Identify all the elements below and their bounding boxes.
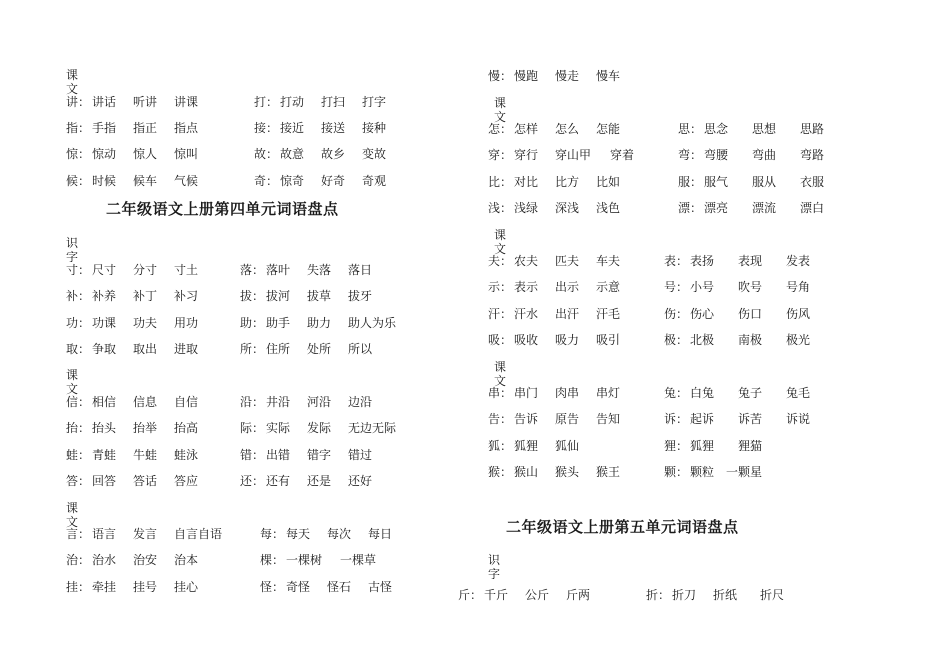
row-key: 打： — [254, 95, 279, 109]
row-key: 漂： — [678, 201, 703, 215]
word: 原告 — [555, 412, 580, 426]
word: 发言 — [133, 527, 158, 541]
word-row — [66, 448, 372, 462]
word: 河沿 — [307, 395, 332, 409]
word: 处所 — [307, 342, 332, 356]
row-key: 所： — [240, 342, 265, 356]
word: 牛蛙 — [133, 448, 158, 462]
unit-title: 二年级语文上册第五单元词语盘点 — [506, 518, 739, 536]
row-key: 号： — [664, 280, 689, 294]
word: 串门 — [514, 386, 539, 400]
row-key: 斤： — [458, 588, 483, 602]
row-key: 寸： — [66, 263, 91, 277]
word: 出示 — [555, 280, 580, 294]
word: 狸猫 — [738, 439, 763, 453]
word: 思路 — [800, 122, 825, 136]
word: 惊奇 — [280, 174, 305, 188]
word: 语言 — [92, 527, 117, 541]
word: 好奇 — [321, 174, 346, 188]
row-key: 串： — [488, 386, 513, 400]
word: 折尺 — [760, 588, 785, 602]
word: 诉苦 — [738, 412, 763, 426]
word: 出错 — [266, 448, 291, 462]
word: 号角 — [786, 280, 811, 294]
word: 吸收 — [514, 333, 539, 347]
word: 惊动 — [92, 147, 117, 161]
row-key: 功： — [66, 316, 91, 330]
word: 候车 — [133, 174, 158, 188]
word: 打扫 — [321, 95, 346, 109]
word-row — [488, 201, 824, 215]
row-key: 极： — [664, 333, 689, 347]
word: 一棵树 — [286, 553, 323, 567]
word: 补丁 — [133, 289, 158, 303]
word: 告诉 — [514, 412, 539, 426]
word: 服从 — [752, 175, 777, 189]
word: 对比 — [514, 175, 539, 189]
row-key: 狸： — [664, 439, 689, 453]
row-key: 接： — [254, 121, 279, 135]
word: 告知 — [596, 412, 621, 426]
word: 取出 — [133, 342, 158, 356]
row-key: 告： — [488, 412, 513, 426]
row-key: 颗： — [664, 465, 689, 479]
row-key: 慢： — [488, 69, 513, 83]
word-row — [488, 439, 762, 453]
row-key: 治： — [66, 553, 91, 567]
row-key: 抬： — [66, 421, 91, 435]
word: 发表 — [786, 254, 811, 268]
word: 回答 — [92, 474, 117, 488]
section-label: 课文 — [66, 368, 79, 396]
word: 南极 — [738, 333, 763, 347]
word: 漂流 — [752, 201, 777, 215]
word: 出汗 — [555, 307, 580, 321]
word: 服气 — [704, 175, 729, 189]
word: 蛙泳 — [174, 448, 199, 462]
word-row — [66, 474, 372, 488]
word: 折纸 — [713, 588, 738, 602]
row-key: 伤： — [664, 307, 689, 321]
unit-title: 二年级语文上册第四单元词语盘点 — [106, 200, 339, 218]
word: 农夫 — [514, 254, 539, 268]
word: 每次 — [327, 527, 352, 541]
row-key: 取： — [66, 342, 91, 356]
word: 还是 — [307, 474, 332, 488]
word: 表扬 — [690, 254, 715, 268]
section-label: 识字 — [488, 553, 501, 581]
word: 错字 — [307, 448, 332, 462]
word: 千斤 — [484, 588, 509, 602]
word: 诉说 — [786, 412, 811, 426]
word-row — [488, 412, 810, 426]
row-key: 汗： — [488, 307, 513, 321]
word: 故意 — [280, 147, 305, 161]
row-key: 服： — [678, 175, 703, 189]
word: 穿行 — [514, 148, 539, 162]
word-row — [488, 122, 824, 136]
row-key: 补： — [66, 289, 91, 303]
word: 怎能 — [596, 122, 621, 136]
word: 助力 — [307, 316, 332, 330]
word: 拔草 — [307, 289, 332, 303]
word: 补习 — [174, 289, 199, 303]
word: 奇观 — [362, 174, 387, 188]
word-row — [488, 175, 824, 189]
word: 答应 — [174, 474, 199, 488]
word: 助人为乐 — [348, 316, 397, 330]
word-row — [66, 553, 376, 567]
word-row — [66, 395, 372, 409]
word-row — [488, 148, 824, 162]
row-key: 助： — [240, 316, 265, 330]
word: 抬头 — [92, 421, 117, 435]
word: 相信 — [92, 395, 117, 409]
row-key: 夫： — [488, 254, 513, 268]
word: 发际 — [307, 421, 332, 435]
word: 公斤 — [525, 588, 550, 602]
word: 思念 — [704, 122, 729, 136]
row-key: 沿： — [240, 395, 265, 409]
word-row — [66, 263, 372, 277]
row-key: 讲： — [66, 95, 91, 109]
row-key: 落： — [240, 263, 265, 277]
word: 每日 — [368, 527, 393, 541]
word: 狐仙 — [555, 439, 580, 453]
word: 拔河 — [266, 289, 291, 303]
word: 表示 — [514, 280, 539, 294]
word: 争取 — [92, 342, 117, 356]
word: 落日 — [348, 263, 373, 277]
word: 颗粒 — [690, 465, 715, 479]
row-key: 比： — [488, 175, 513, 189]
word: 还有 — [266, 474, 291, 488]
word: 吸引 — [596, 333, 621, 347]
row-key: 奇： — [254, 174, 279, 188]
word: 失落 — [307, 263, 332, 277]
word: 接种 — [362, 121, 387, 135]
word: 兔毛 — [786, 386, 811, 400]
word: 听讲 — [133, 95, 158, 109]
row-key: 表： — [664, 254, 689, 268]
word: 落叶 — [266, 263, 291, 277]
word: 猴山 — [514, 465, 539, 479]
section-label: 课文 — [494, 360, 507, 388]
word-row — [66, 121, 386, 135]
word: 怎样 — [514, 122, 539, 136]
word: 接送 — [321, 121, 346, 135]
word: 狐狸 — [690, 439, 715, 453]
word: 指点 — [174, 121, 199, 135]
word: 穿山甲 — [555, 148, 592, 162]
row-key: 浅： — [488, 201, 513, 215]
word: 挂号 — [133, 580, 158, 594]
word: 怪石 — [327, 580, 352, 594]
word: 猴头 — [555, 465, 580, 479]
word: 弯路 — [800, 148, 825, 162]
word: 表现 — [738, 254, 763, 268]
row-key: 候： — [66, 174, 91, 188]
word: 寸土 — [174, 263, 199, 277]
word: 错过 — [348, 448, 373, 462]
word: 奇怪 — [286, 580, 311, 594]
word: 挂心 — [174, 580, 199, 594]
word: 吸力 — [555, 333, 580, 347]
word: 牵挂 — [92, 580, 117, 594]
word: 治本 — [174, 553, 199, 567]
word-row — [488, 333, 810, 347]
word: 浅色 — [596, 201, 621, 215]
word: 讲课 — [174, 95, 199, 109]
word: 伤口 — [738, 307, 763, 321]
row-key: 每： — [260, 527, 285, 541]
word: 治安 — [133, 553, 158, 567]
word: 自信 — [174, 395, 199, 409]
word: 一棵草 — [340, 553, 377, 567]
word: 起诉 — [690, 412, 715, 426]
row-key: 兔： — [664, 386, 689, 400]
row-key: 还： — [240, 474, 265, 488]
row-key: 猴： — [488, 465, 513, 479]
row-key: 拔： — [240, 289, 265, 303]
word: 拔牙 — [348, 289, 373, 303]
word: 助手 — [266, 316, 291, 330]
word: 慢车 — [596, 69, 621, 83]
word: 车夫 — [596, 254, 621, 268]
word: 折刀 — [672, 588, 697, 602]
word: 慢走 — [555, 69, 580, 83]
row-key: 穿： — [488, 148, 513, 162]
word-row — [66, 316, 396, 330]
word: 漂白 — [800, 201, 825, 215]
word: 吹号 — [738, 280, 763, 294]
word: 用功 — [174, 316, 199, 330]
row-key: 示： — [488, 280, 513, 294]
word: 怎么 — [555, 122, 580, 136]
section-label: 课文 — [66, 501, 79, 529]
row-key: 折： — [646, 588, 671, 602]
word-row — [458, 588, 784, 602]
word: 治水 — [92, 553, 117, 567]
row-key: 际： — [240, 421, 265, 435]
word-row — [488, 280, 810, 294]
word-row — [66, 421, 396, 435]
word: 气候 — [174, 174, 199, 188]
word: 白兔 — [690, 386, 715, 400]
word-row — [488, 386, 810, 400]
word: 答话 — [133, 474, 158, 488]
word: 猴王 — [596, 465, 621, 479]
word-row — [66, 289, 372, 303]
word: 变故 — [362, 147, 387, 161]
word: 实际 — [266, 421, 291, 435]
word: 无边无际 — [348, 421, 397, 435]
word: 青蛙 — [92, 448, 117, 462]
word-row — [66, 174, 386, 188]
section-label: 识字 — [66, 236, 79, 264]
row-key: 棵： — [260, 553, 285, 567]
word: 极光 — [786, 333, 811, 347]
section-label: 课文 — [494, 228, 507, 256]
word: 时候 — [92, 174, 117, 188]
word-row — [488, 254, 810, 268]
word-row — [66, 147, 386, 161]
row-key: 挂： — [66, 580, 91, 594]
word: 功课 — [92, 316, 117, 330]
word: 深浅 — [555, 201, 580, 215]
word: 尺寸 — [92, 263, 117, 277]
word: 手指 — [92, 121, 117, 135]
word: 自言自语 — [174, 527, 223, 541]
row-key: 狐： — [488, 439, 513, 453]
row-key: 指： — [66, 121, 91, 135]
row-key: 思： — [678, 122, 703, 136]
word-row — [66, 342, 372, 356]
word: 弯曲 — [752, 148, 777, 162]
word: 弯腰 — [704, 148, 729, 162]
word: 打字 — [362, 95, 387, 109]
row-key: 怪： — [260, 580, 285, 594]
row-key: 怎： — [488, 122, 513, 136]
word: 慢跑 — [514, 69, 539, 83]
word: 伤风 — [786, 307, 811, 321]
word: 每天 — [286, 527, 311, 541]
word: 漂亮 — [704, 201, 729, 215]
word: 信息 — [133, 395, 158, 409]
section-label: 课文 — [494, 96, 507, 124]
word: 比方 — [555, 175, 580, 189]
word: 思想 — [752, 122, 777, 136]
word-row — [66, 527, 392, 541]
word: 古怪 — [368, 580, 393, 594]
word: 兔子 — [738, 386, 763, 400]
word: 边沿 — [348, 395, 373, 409]
row-key: 弯： — [678, 148, 703, 162]
word: 小号 — [690, 280, 715, 294]
word: 井沿 — [266, 395, 291, 409]
word: 接近 — [280, 121, 305, 135]
row-key: 故： — [254, 147, 279, 161]
row-key: 诉： — [664, 412, 689, 426]
word: 还好 — [348, 474, 373, 488]
word: 北极 — [690, 333, 715, 347]
word: 穿着 — [610, 148, 635, 162]
word: 住所 — [266, 342, 291, 356]
word: 讲话 — [92, 95, 117, 109]
word: 肉串 — [555, 386, 580, 400]
word: 功夫 — [133, 316, 158, 330]
word-row — [66, 580, 392, 594]
word: 所以 — [348, 342, 373, 356]
word: 汗毛 — [596, 307, 621, 321]
row-key: 答： — [66, 474, 91, 488]
word: 惊人 — [133, 147, 158, 161]
word: 一颗星 — [726, 465, 763, 479]
word-row — [488, 307, 810, 321]
word-row — [66, 95, 386, 109]
row-key: 蛙： — [66, 448, 91, 462]
word: 故乡 — [321, 147, 346, 161]
word: 汗水 — [514, 307, 539, 321]
row-key: 言： — [66, 527, 91, 541]
word: 斤两 — [566, 588, 591, 602]
word: 进取 — [174, 342, 199, 356]
word: 指正 — [133, 121, 158, 135]
row-key: 吸： — [488, 333, 513, 347]
word-row — [488, 465, 762, 479]
word: 串灯 — [596, 386, 621, 400]
word: 分寸 — [133, 263, 158, 277]
word: 衣服 — [800, 175, 825, 189]
word: 抬高 — [174, 421, 199, 435]
row-key: 信： — [66, 395, 91, 409]
word: 比如 — [596, 175, 621, 189]
word: 伤心 — [690, 307, 715, 321]
section-label: 课文 — [66, 68, 79, 96]
word: 打动 — [280, 95, 305, 109]
word: 狐狸 — [514, 439, 539, 453]
word-row — [488, 69, 620, 83]
word: 浅绿 — [514, 201, 539, 215]
word: 补养 — [92, 289, 117, 303]
row-key: 惊： — [66, 147, 91, 161]
row-key: 错： — [240, 448, 265, 462]
word: 惊叫 — [174, 147, 199, 161]
word: 示意 — [596, 280, 621, 294]
word: 抬举 — [133, 421, 158, 435]
word: 匹夫 — [555, 254, 580, 268]
